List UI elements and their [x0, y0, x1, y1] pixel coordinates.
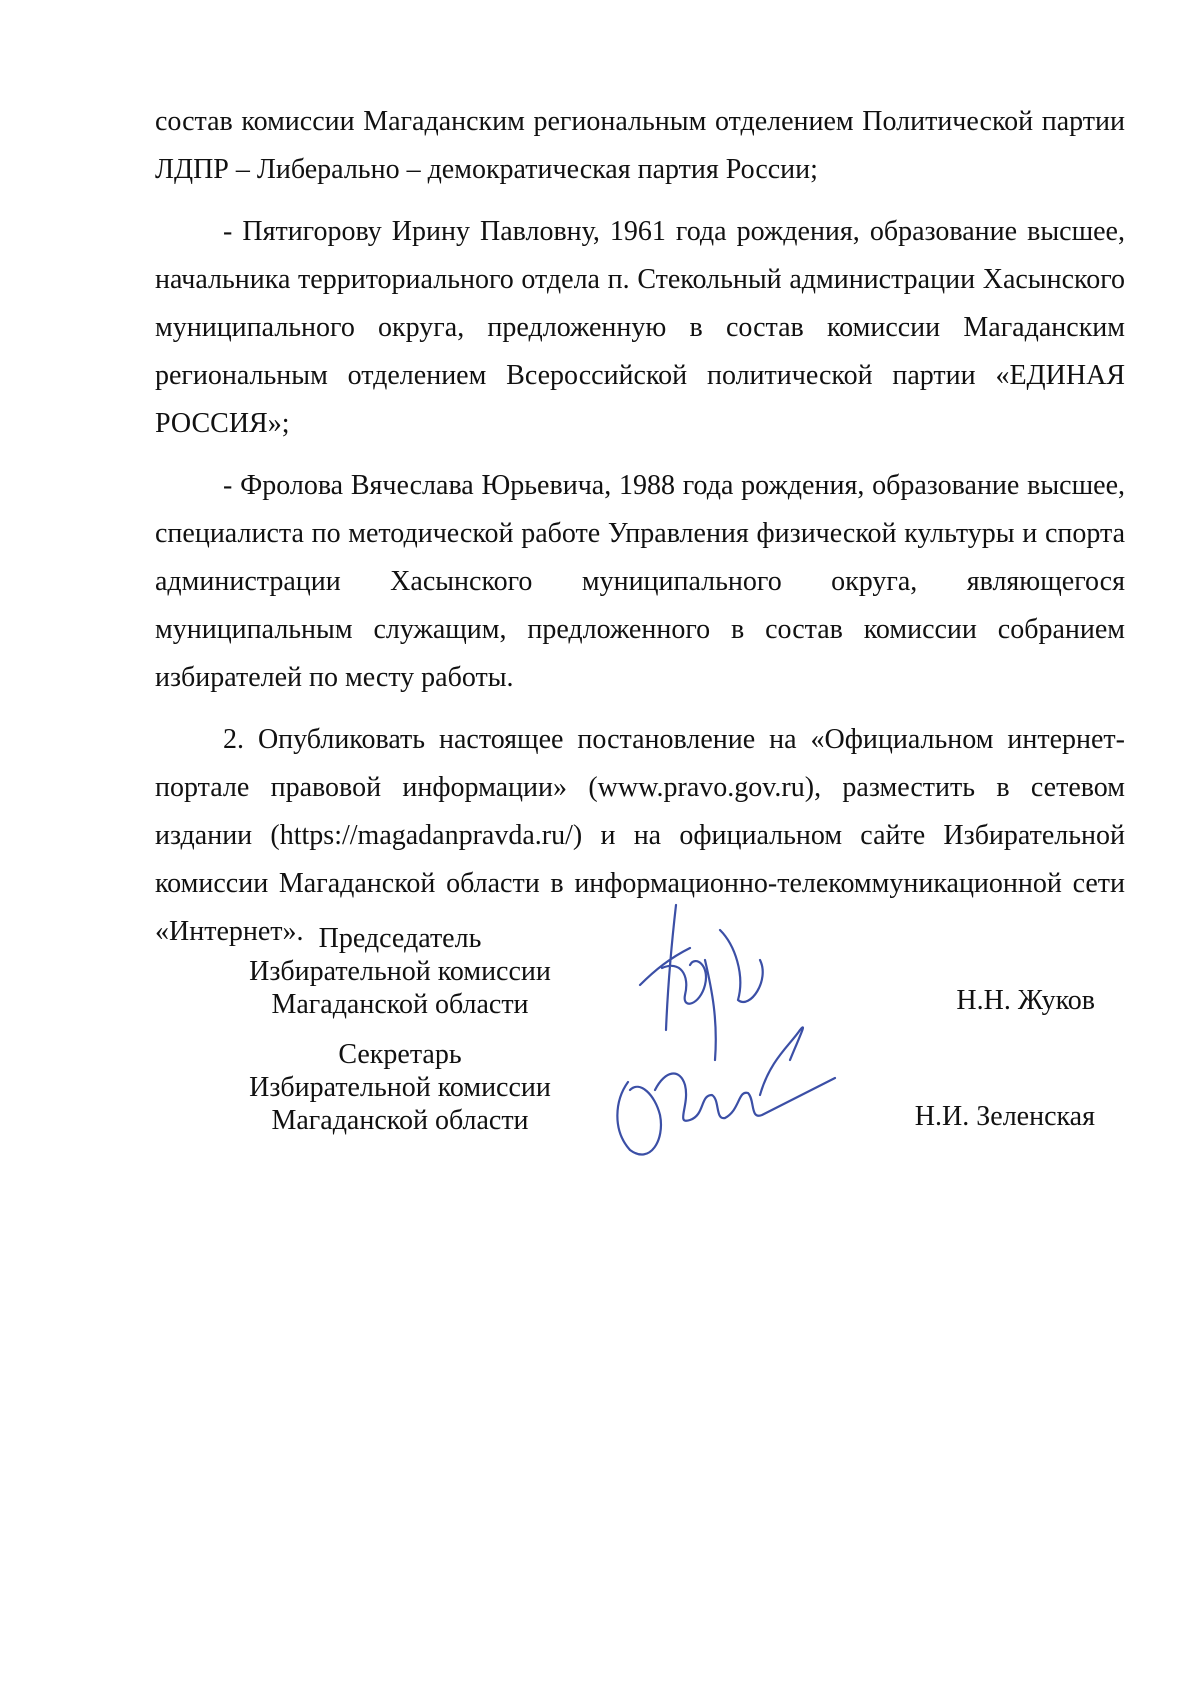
paragraph-frolov: - Фролова Вячеслава Юрьевича, 1988 года рождения, образование высшее, специалиста по методической работе Управления физической культуры и спорта администрации Хасынского муниципального округа, являющегося муниципальным служащим, предложенного в состав комиссии собранием избирателей по месту работы. [155, 470, 1125, 693]
chairman-org-line: Избирательной комиссии [249, 956, 551, 987]
paragraph-publish: 2. Опубликовать настоящее постановление на «Официальном интернет-портале правовой информации» (www.pravo.gov.ru), разместить в сетевом издании (https://magadanpravda.ru/) и на официальном сайте Избирательной комиссии Магаданской области в информационно-телекоммуникационной сети «Интернет». [155, 724, 1125, 947]
chairman-position [215, 922, 585, 1021]
paragraph-pyatigorova: - Пятигорову Ирину Павловну, 1961 года рождения, образование высшее, начальника территориального отдела п. Стекольный администрации Хасынского муниципального округа, предложенную в состав комиссии Магаданским региональным отделением Всероссийской политической партии «ЕДИНАЯ РОССИЯ»; [155, 216, 1125, 439]
paragraph-party-ldpr: состав комиссии Магаданским региональным отделением Политической партии ЛДПР – Либерально – демократическая партия России; [155, 106, 1125, 185]
chairman-region-line: Магаданской области [271, 989, 529, 1020]
secretary-name: Н.И. Зеленская [914, 1101, 1095, 1132]
secretary-org-line: Избирательной комиссии [249, 1072, 551, 1103]
secretary-signature [617, 1027, 835, 1154]
chairman-title: Председатель [318, 923, 482, 954]
chairman-signature [640, 905, 763, 1060]
secretary-title: Секретарь [338, 1039, 462, 1070]
secretary-position [215, 1038, 585, 1137]
secretary-region-line: Магаданской области [271, 1105, 529, 1136]
chairman-name: Н.Н. Жуков [956, 985, 1095, 1016]
